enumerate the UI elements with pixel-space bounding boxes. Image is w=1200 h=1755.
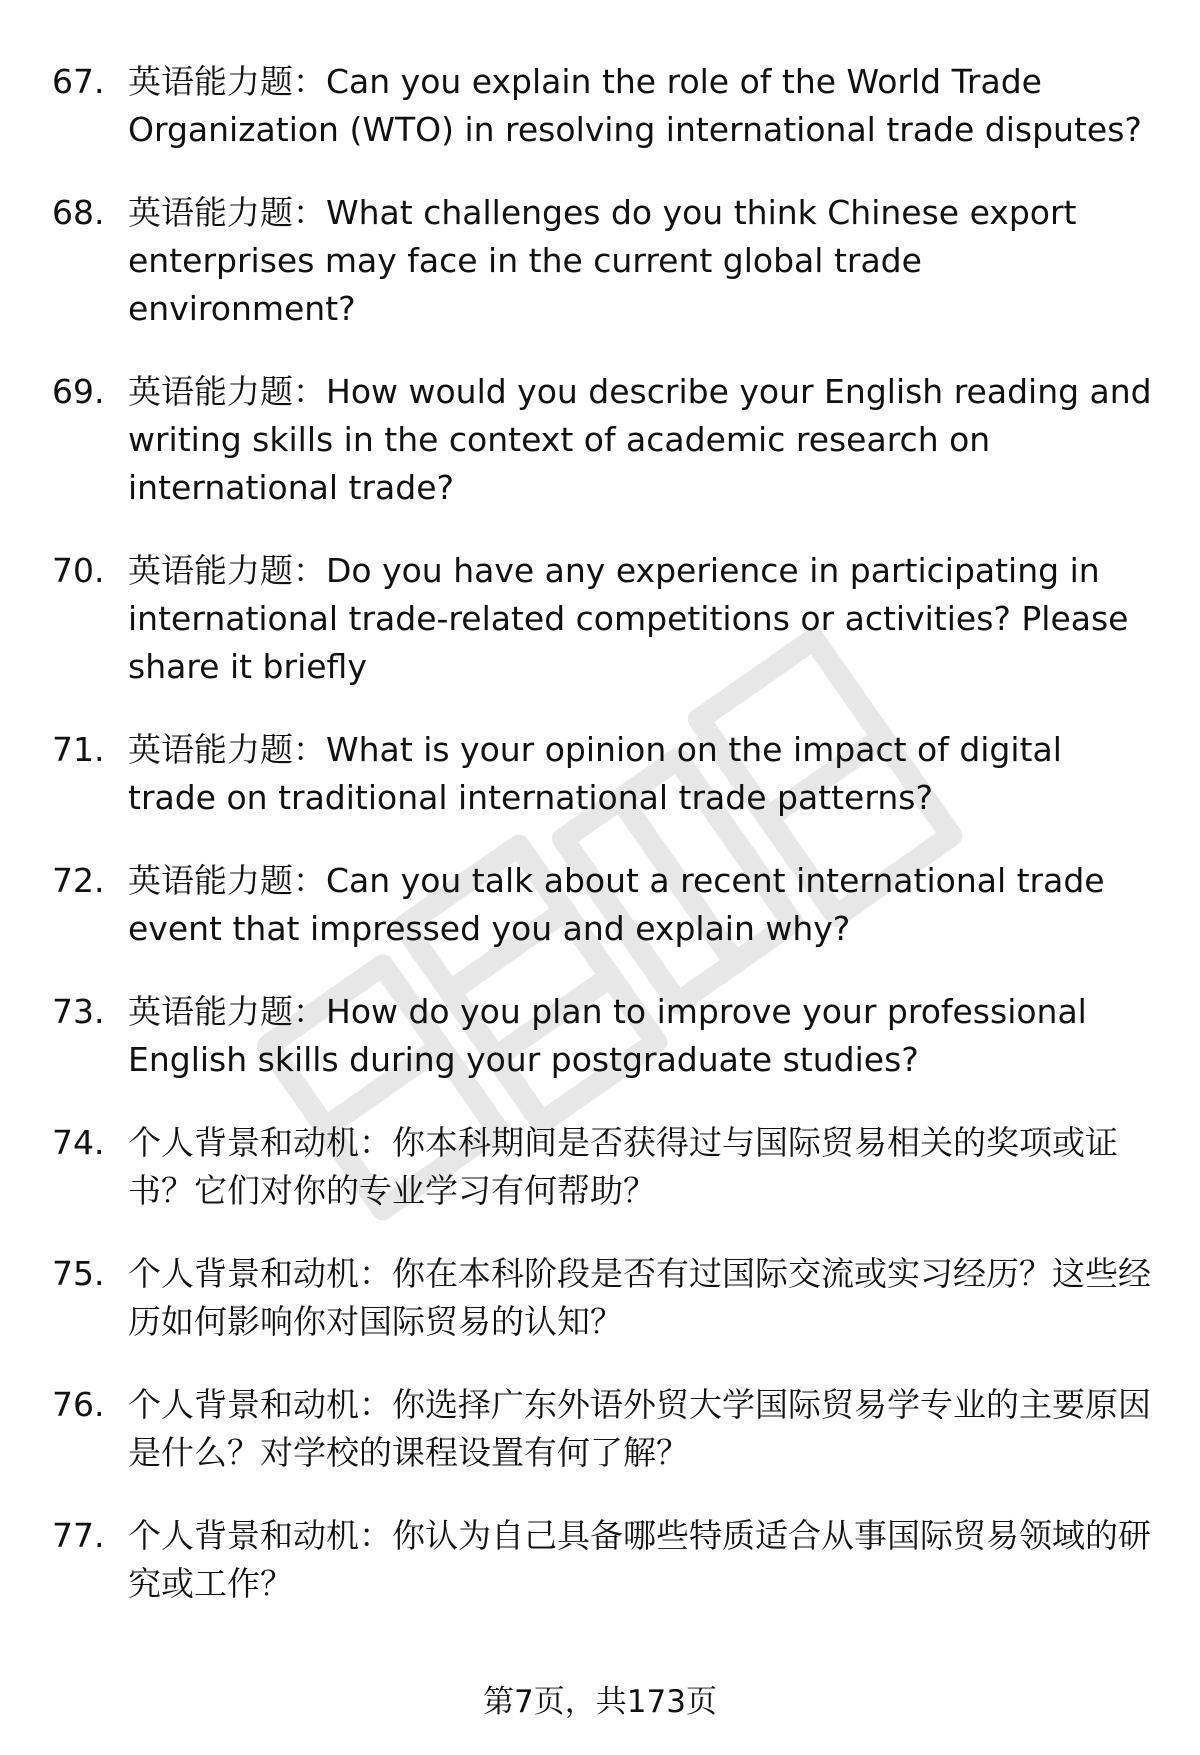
question-text: 个人背景和动机：你选择广东外语外贸大学国际贸易学专业的主要原因是什么？对学校的课程设置有何了解？ — [128, 1385, 1151, 1472]
question-number: 70. — [52, 551, 105, 590]
question-number: 77. — [52, 1516, 105, 1555]
question-text: 个人背景和动机：你认为自己具备哪些特质适合从事国际贸易领域的研究或工作？ — [128, 1516, 1151, 1603]
list-item — [0, 547, 1200, 691]
page-footer: 第7页，共173页 — [483, 1684, 717, 1720]
question-number: 76. — [52, 1385, 105, 1424]
question-text: 个人背景和动机：你本科期间是否获得过与国际贸易相关的奖项或证书？它们对你的专业学习有何帮助？ — [128, 1123, 1118, 1210]
list-item — [0, 368, 1200, 512]
question-number: 73. — [52, 992, 105, 1031]
question-text: 英语能力题：What is your opinion on the impact of digital trade on traditional international trade patterns? — [128, 730, 1062, 817]
question-text: 个人背景和动机：你在本科阶段是否有过国际交流或实习经历？这些经历如何影响你对国际贸易的认知？ — [128, 1254, 1151, 1341]
question-number: 67. — [52, 62, 105, 101]
question-text: 英语能力题：Can you talk about a recent international trade event that impressed you and explain why? — [128, 861, 1105, 948]
question-text: 英语能力题：How would you describe your English reading and writing skills in the context of academic research on international trade? — [128, 372, 1152, 507]
question-number: 72. — [52, 861, 105, 900]
question-text: 英语能力题：Can you explain the role of the World Trade Organization (WTO) in resolving international trade disputes? — [128, 62, 1142, 149]
question-number: 74. — [52, 1123, 105, 1162]
list-item — [0, 1381, 1200, 1477]
question-number: 68. — [52, 193, 105, 232]
list-item — [0, 988, 1200, 1084]
question-number: 75. — [52, 1254, 105, 1293]
list-item — [0, 58, 1200, 154]
question-text: 英语能力题：Do you have any experience in participating in international trade-related competitions or activities? Please share it briefly — [128, 551, 1129, 686]
list-item — [0, 1250, 1200, 1346]
list-item — [0, 726, 1200, 822]
list-item — [0, 1119, 1200, 1215]
question-text: 英语能力题：How do you plan to improve your professional English skills during your postgraduate studies? — [128, 992, 1087, 1079]
question-list — [0, 58, 1200, 1643]
list-item — [0, 857, 1200, 953]
question-number: 69. — [52, 372, 105, 411]
list-item — [0, 1512, 1200, 1608]
list-item — [0, 189, 1200, 333]
question-number: 71. — [52, 730, 105, 769]
question-text: 英语能力题：What challenges do you think Chinese export enterprises may face in the current global trade environment? — [128, 193, 1077, 328]
